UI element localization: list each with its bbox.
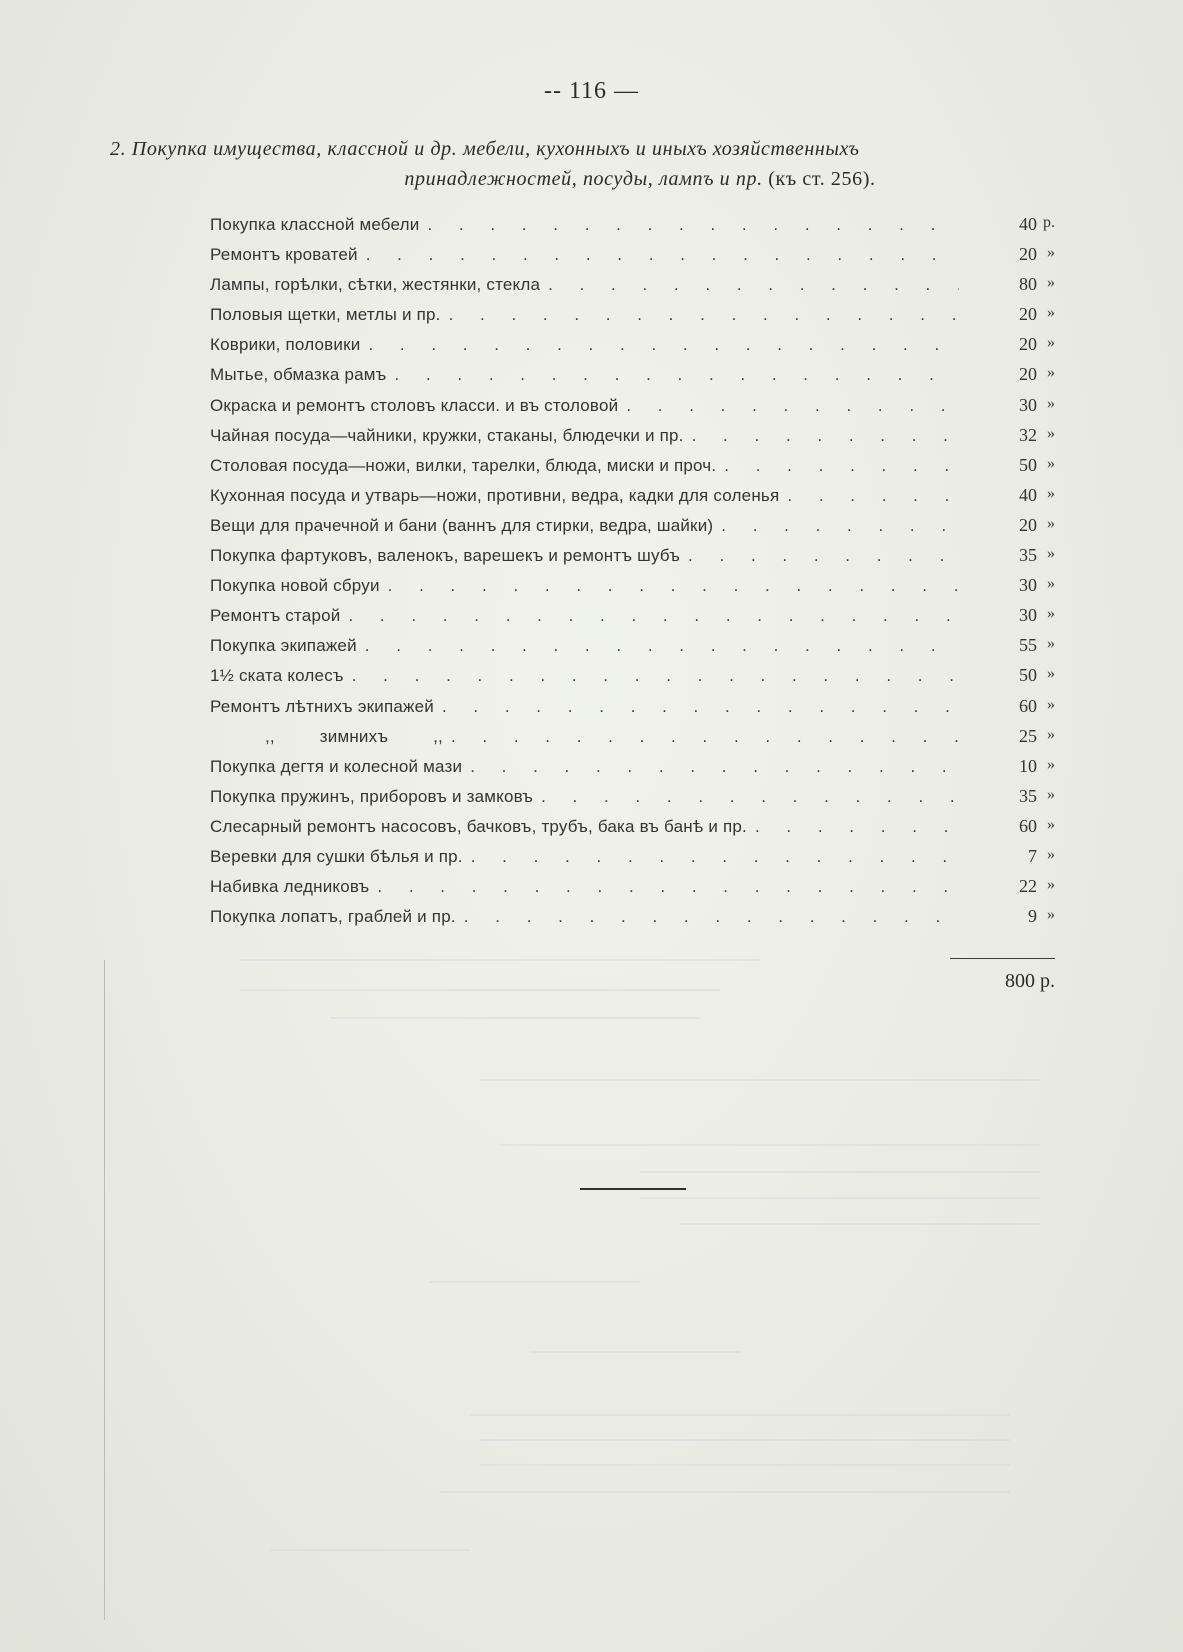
leader-dots	[366, 245, 959, 265]
list-item	[210, 364, 1055, 394]
item-amount-unit: »	[1047, 845, 1055, 863]
heading-line-2-text: принадлежностей, посуды, лампъ и пр.	[404, 168, 763, 190]
item-amount	[967, 274, 1055, 295]
list-item	[210, 485, 1055, 515]
item-amount-value: 80	[1019, 274, 1037, 295]
item-amount-unit: »	[1047, 876, 1055, 894]
item-amount	[967, 515, 1055, 536]
leader-dots	[470, 757, 959, 777]
list-item	[210, 876, 1055, 906]
item-amount-value: 22	[1019, 876, 1037, 897]
leader-dots	[449, 305, 959, 325]
leader-dots	[541, 787, 959, 807]
item-amount-unit: »	[1047, 665, 1055, 683]
item-amount-unit: »	[1047, 755, 1055, 773]
item-amount-unit: »	[1047, 725, 1055, 743]
item-amount	[967, 545, 1055, 566]
item-amount-value: 20	[1019, 514, 1037, 535]
item-amount	[967, 485, 1055, 506]
item-amount-unit: »	[1047, 394, 1055, 412]
item-label: Половыя щетки, метлы и пр.	[210, 305, 441, 325]
item-amount-value: 20	[1019, 364, 1037, 385]
item-amount-unit: »	[1047, 635, 1055, 653]
leader-dots	[464, 907, 959, 927]
item-amount	[967, 756, 1055, 777]
item-label: Ремонтъ лѣтнихъ экипажей	[210, 696, 434, 716]
item-amount	[967, 395, 1055, 416]
list-item	[210, 696, 1055, 726]
item-amount-unit: »	[1047, 815, 1055, 833]
list-item	[210, 455, 1055, 485]
expense-list	[210, 214, 1055, 936]
page-number: -- 116 —	[543, 78, 640, 104]
item-amount-value: 35	[1019, 785, 1037, 806]
item-amount-unit: »	[1047, 334, 1055, 352]
leader-dots	[427, 215, 959, 235]
heading-reference: (къ ст. 256).	[768, 168, 876, 190]
item-amount-value: 50	[1019, 454, 1037, 475]
list-item	[210, 846, 1055, 876]
item-label: Ремонтъ кроватей	[210, 245, 358, 265]
list-item	[210, 515, 1055, 545]
leader-dots	[442, 697, 959, 717]
item-amount-unit: »	[1047, 424, 1055, 442]
item-amount	[967, 635, 1055, 656]
item-amount	[967, 696, 1055, 717]
leader-dots	[787, 486, 959, 506]
item-amount	[967, 786, 1055, 807]
item-label: ,, зимнихъ ,,	[265, 726, 443, 746]
leader-dots	[388, 576, 959, 596]
item-label: Веревки для сушки бѣлья и пр.	[210, 846, 463, 866]
item-label: Покупка пружинъ, приборовъ и замковъ	[210, 786, 534, 806]
item-amount	[967, 726, 1055, 747]
item-amount-value: 40	[1019, 484, 1037, 505]
item-label: Покупка экипажей	[210, 636, 357, 656]
item-label: Вещи для прачечной и бани (ваннъ для стирки, ведра, шайки)	[210, 515, 714, 535]
item-amount	[967, 455, 1055, 476]
leader-dots	[724, 456, 959, 476]
item-amount-value: 60	[1019, 815, 1037, 836]
leader-dots	[365, 636, 959, 656]
item-amount-value: 9	[1028, 906, 1037, 927]
item-amount-value: 30	[1019, 605, 1037, 626]
item-amount-unit: »	[1047, 454, 1055, 472]
list-item	[210, 816, 1055, 846]
item-amount	[967, 575, 1055, 596]
list-item	[210, 665, 1055, 695]
item-amount-value: 35	[1019, 545, 1037, 566]
item-amount-value: 55	[1019, 635, 1037, 656]
item-label: Набивка ледниковъ	[210, 877, 370, 897]
page-edge-line	[104, 960, 105, 1620]
list-item	[210, 304, 1055, 334]
item-amount-unit: »	[1047, 274, 1055, 292]
item-amount-unit: »	[1047, 545, 1055, 563]
item-amount-value: 30	[1019, 394, 1037, 415]
item-amount-unit: »	[1047, 906, 1055, 924]
heading-line-1: 2. Покупка имущества, классной и др. мебели, кухонныхъ и иныхъ хозяйственныхъ	[110, 138, 860, 160]
leader-dots	[755, 817, 959, 837]
item-amount-value: 20	[1019, 304, 1037, 325]
item-amount-value: 20	[1019, 334, 1037, 355]
item-amount	[967, 364, 1055, 385]
list-item	[210, 545, 1055, 575]
item-amount-unit: »	[1047, 244, 1055, 262]
list-item	[210, 906, 1055, 936]
item-amount-value: 20	[1019, 244, 1037, 265]
total-amount: 800 р.	[1005, 970, 1055, 992]
leader-dots	[721, 516, 959, 536]
total-rule	[950, 958, 1055, 959]
list-item	[210, 635, 1055, 665]
item-label: Слесарный ремонтъ насосовъ, бачковъ, трубъ, бака въ банѣ и пр.	[210, 816, 747, 836]
item-amount-value: 60	[1019, 695, 1037, 716]
item-label: Ремонтъ старой	[210, 606, 341, 626]
leader-dots	[368, 335, 959, 355]
item-label: Покупка фартуковъ, валенокъ, варешекъ и ремонтъ шубъ	[210, 546, 681, 566]
item-label: Покупка новой сбруи	[210, 576, 380, 596]
item-amount-value: 40	[1019, 214, 1037, 234]
item-amount-unit: »	[1047, 514, 1055, 532]
item-amount	[967, 906, 1055, 927]
leader-dots	[395, 365, 960, 385]
item-amount-value: 50	[1019, 665, 1037, 686]
list-item	[210, 214, 1055, 244]
leader-dots	[451, 727, 959, 747]
item-amount-unit: »	[1047, 304, 1055, 322]
item-amount-unit: »	[1047, 484, 1055, 502]
item-amount-value: 32	[1019, 424, 1037, 445]
item-amount	[967, 605, 1055, 626]
list-item	[210, 425, 1055, 455]
item-amount	[967, 244, 1055, 265]
item-label: Покупка дегтя и колесной мази	[210, 756, 463, 776]
item-label: Окраска и ремонтъ столовъ класси. и въ столовой	[210, 395, 619, 415]
list-item	[210, 395, 1055, 425]
item-amount-unit: »	[1047, 364, 1055, 382]
list-item	[210, 274, 1055, 304]
item-label: Чайная посуда—чайники, кружки, стаканы, блюдечки и пр.	[210, 425, 684, 445]
item-amount	[967, 334, 1055, 355]
list-item	[210, 334, 1055, 364]
item-amount	[967, 214, 1055, 235]
list-item	[210, 756, 1055, 786]
item-label: Столовая посуда—ножи, вилки, тарелки, блюда, миски и проч.	[210, 455, 717, 475]
item-amount	[967, 665, 1055, 686]
item-amount-value: 30	[1019, 575, 1037, 596]
list-item	[210, 605, 1055, 635]
leader-dots	[377, 877, 959, 897]
item-amount	[967, 816, 1055, 837]
end-rule	[580, 1188, 686, 1190]
leader-dots	[626, 396, 959, 416]
leader-dots	[471, 847, 959, 867]
section-heading	[110, 134, 1170, 194]
item-label: Лампы, горѣлки, сѣтки, жестянки, стекла	[210, 275, 541, 295]
item-amount	[967, 876, 1055, 897]
item-amount-value: 10	[1019, 755, 1037, 776]
item-amount-value: 25	[1019, 725, 1037, 746]
item-label: Кухонная посуда и утварь—ножи, противни, ведра, кадки для соленья	[210, 485, 780, 505]
item-label: Мытье, обмазка рамъ	[210, 365, 387, 385]
item-amount-unit: р.	[1043, 214, 1055, 231]
item-amount-value: 7	[1028, 845, 1037, 866]
list-item	[210, 575, 1055, 605]
leader-dots	[692, 426, 959, 446]
item-amount-unit: »	[1047, 695, 1055, 713]
leader-dots	[348, 606, 959, 626]
heading-line-2	[110, 164, 1170, 194]
item-amount	[967, 846, 1055, 867]
list-item	[210, 726, 1055, 756]
item-amount-unit: »	[1047, 605, 1055, 623]
item-amount-unit: »	[1047, 785, 1055, 803]
item-label: Покупка классной мебели	[210, 215, 420, 234]
leader-dots	[352, 666, 959, 686]
item-amount	[967, 425, 1055, 446]
item-label: Коврики, половики	[210, 335, 361, 355]
leader-dots	[548, 275, 959, 295]
leader-dots	[688, 546, 959, 566]
list-item	[210, 786, 1055, 816]
item-label: 1½ ската колесъ	[210, 666, 344, 686]
item-label: Покупка лопатъ, граблей и пр.	[210, 907, 456, 927]
list-item	[210, 244, 1055, 274]
item-amount	[967, 304, 1055, 325]
item-amount-unit: »	[1047, 575, 1055, 593]
